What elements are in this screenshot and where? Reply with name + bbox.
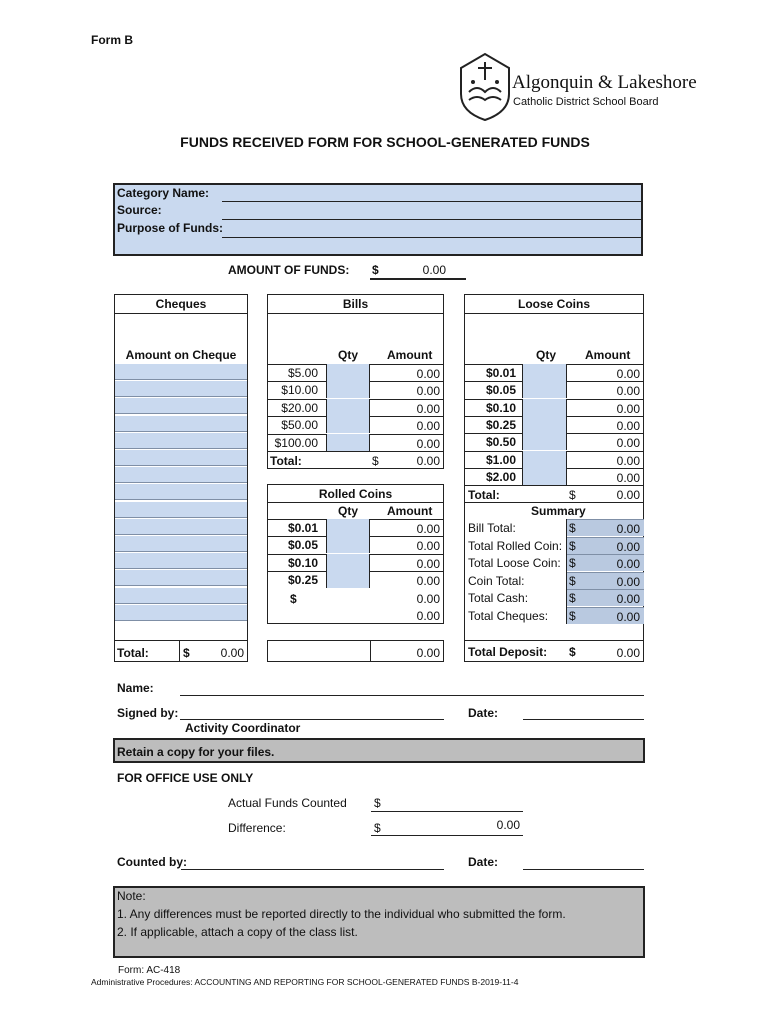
- name-field[interactable]: [180, 695, 644, 696]
- summary-row-currency: $: [569, 556, 576, 570]
- cheque-amount-field[interactable]: [115, 398, 247, 414]
- cheque-amount-field[interactable]: [115, 519, 247, 535]
- loose-qty-input[interactable]: [522, 468, 567, 485]
- rolled-header-line: [267, 502, 444, 503]
- office-date-label: Date:: [468, 855, 499, 869]
- loose-amount: 0.00: [616, 384, 640, 399]
- cheque-amount-field[interactable]: [115, 502, 247, 518]
- summary-row-value: 0.00: [616, 609, 640, 624]
- cheques-header-line: [114, 313, 248, 314]
- bills-header: Bills: [342, 297, 369, 311]
- source-label: Source:: [117, 203, 162, 217]
- loose-amount: 0.00: [616, 418, 640, 433]
- summary-row-value: 0.00: [616, 574, 640, 589]
- loose-amount-label: Amount: [585, 348, 631, 362]
- note-line-1: 1. Any differences must be reported directly to the individual who submitted the form.: [117, 907, 566, 921]
- loose-qty-input[interactable]: [522, 451, 567, 468]
- loose-amount: 0.00: [616, 367, 640, 381]
- note-line-2: 2. If applicable, attach a copy of the class list.: [117, 925, 358, 939]
- bills-total-line: [267, 451, 444, 452]
- rolled-denomination: $0.01: [287, 521, 318, 535]
- counted-by-label: Counted by:: [117, 855, 187, 869]
- rolled-amount: 0.00: [416, 522, 440, 536]
- rolled-qty-input[interactable]: [326, 536, 370, 553]
- bills-total-currency: $: [372, 454, 379, 468]
- rolled-qty-input[interactable]: [326, 519, 370, 536]
- loose-total-label: Total:: [468, 488, 500, 502]
- board-logo-crest-icon: [455, 50, 515, 122]
- summary-row-value: 0.00: [616, 592, 640, 606]
- loose-qty-input[interactable]: [522, 381, 567, 398]
- loose-denomination: $1.00: [485, 452, 516, 467]
- cheque-amount-field[interactable]: [115, 536, 247, 552]
- board-name: Algonquin & Lakeshore: [512, 72, 697, 93]
- rolled-dollar-sign: $: [290, 592, 297, 606]
- cheques-total-divider: [179, 640, 180, 662]
- signoff-date-field[interactable]: [523, 719, 644, 720]
- summary-divider: [566, 519, 567, 624]
- activity-coordinator-label: Activity Coordinator: [185, 721, 301, 735]
- summary-row-label: Coin Total:: [468, 573, 525, 588]
- bill-amount: 0.00: [416, 384, 440, 399]
- page-title: FUNDS RECEIVED FORM FOR SCHOOL-GENERATED FUNDS: [180, 134, 590, 150]
- total-deposit-label: Total Deposit:: [468, 645, 548, 659]
- cheques-total-label: Total:: [117, 646, 149, 660]
- amount-underline: [370, 278, 466, 280]
- bills-amount-label: Amount: [387, 348, 433, 362]
- loose-amount: 0.00: [616, 436, 640, 451]
- summary-top-line: [464, 502, 644, 503]
- amount-of-funds-label: AMOUNT OF FUNDS:: [228, 263, 350, 277]
- rolled-amount: 0.00: [416, 539, 440, 554]
- bill-qty-input[interactable]: [326, 434, 370, 451]
- loose-denomination: $0.01: [485, 366, 516, 380]
- rolled-total-value: 0.00: [416, 646, 440, 660]
- bill-denomination: $20.00: [281, 400, 318, 415]
- summary-row-value: 0.00: [616, 522, 640, 536]
- cheque-amount-field[interactable]: [115, 588, 247, 604]
- total-deposit-value: 0.00: [616, 646, 640, 660]
- summary-row-label: Total Rolled Coin:: [468, 538, 563, 553]
- rolled-denomination: $0.25: [287, 573, 318, 588]
- loose-header-line: [464, 313, 644, 314]
- cheques-total-value: 0.00: [220, 646, 244, 660]
- purpose-label: Purpose of Funds:: [117, 221, 223, 235]
- bill-amount: 0.00: [416, 419, 440, 434]
- actual-funds-field[interactable]: [371, 811, 523, 812]
- note-box: [113, 886, 645, 958]
- rolled-denomination: $0.10: [287, 555, 318, 570]
- category-name-label: Category Name:: [117, 186, 210, 200]
- loose-denomination: $0.50: [485, 435, 516, 450]
- footer-form-code: Form: AC-418: [118, 965, 181, 976]
- difference-currency: $: [374, 821, 381, 835]
- summary-row-currency: $: [569, 538, 576, 553]
- signoff-date-label: Date:: [468, 706, 499, 720]
- purpose-field-2[interactable]: [222, 238, 641, 254]
- loose-qty-input[interactable]: [522, 399, 567, 416]
- cheque-amount-field[interactable]: [115, 450, 247, 466]
- office-use-header: FOR OFFICE USE ONLY: [117, 771, 254, 785]
- purpose-field-1[interactable]: [222, 220, 641, 238]
- form-label: Form B: [91, 33, 133, 47]
- bill-amount: 0.00: [416, 367, 440, 381]
- retain-note: Retain a copy for your files.: [117, 745, 275, 759]
- summary-row-currency: $: [569, 608, 576, 623]
- loose-amount: 0.00: [616, 453, 640, 468]
- note-title: Note:: [117, 889, 146, 903]
- summary-row-value: 0.00: [616, 557, 640, 571]
- cheques-column-label: Amount on Cheque: [125, 348, 237, 362]
- footer-admin-line: Administrative Procedures: ACCOUNTING AND REPORTING FOR SCHOOL-GENERATED FUNDS B-2019-11-4: [91, 977, 519, 987]
- cheque-amount-field[interactable]: [115, 484, 247, 500]
- cheque-amount-field[interactable]: [115, 467, 247, 483]
- summary-bottom-line: [464, 640, 644, 641]
- cheques-total-currency: $: [183, 646, 190, 660]
- loose-coins-header: Loose Coins: [517, 297, 590, 311]
- counted-by-field[interactable]: [181, 869, 444, 870]
- rolled-amount: 0.00: [416, 556, 440, 571]
- name-label: Name:: [117, 681, 154, 695]
- rolled-qty-label: Qty: [338, 504, 359, 518]
- difference-label: Difference:: [228, 821, 286, 835]
- bills-header-line: [267, 313, 444, 314]
- summary-row-label: Total Cheques:: [468, 608, 549, 623]
- office-date-field[interactable]: [523, 869, 644, 870]
- cheque-amount-field[interactable]: [115, 433, 247, 449]
- total-deposit-currency: $: [569, 645, 576, 659]
- signature-field[interactable]: [180, 719, 444, 720]
- rolled-qty-input[interactable]: [326, 571, 370, 588]
- summary-row-label: Total Cash:: [468, 591, 529, 605]
- category-name-field[interactable]: [222, 184, 641, 202]
- bill-qty-input[interactable]: [326, 416, 370, 433]
- summary-row-label: Bill Total:: [468, 521, 516, 535]
- summary-row-currency: $: [569, 521, 576, 535]
- cheque-amount-field[interactable]: [115, 605, 247, 621]
- bill-denomination: $50.00: [281, 418, 318, 433]
- bill-denomination: $5.00: [287, 366, 318, 380]
- amount-of-funds-currency: $: [372, 263, 379, 277]
- loose-qty-input[interactable]: [522, 416, 567, 433]
- bill-qty-input[interactable]: [326, 399, 370, 416]
- loose-amount: 0.00: [616, 401, 640, 416]
- bills-total-label: Total:: [270, 454, 302, 468]
- loose-qty-label: Qty: [536, 348, 557, 362]
- rolled-coins-header: Rolled Coins: [318, 487, 393, 501]
- rolled-sub-amount-1: 0.00: [416, 592, 440, 606]
- loose-denomination: $0.05: [485, 383, 516, 398]
- rolled-amount: 0.00: [416, 574, 440, 589]
- rolled-qty-input[interactable]: [326, 554, 370, 571]
- loose-qty-input[interactable]: [522, 364, 567, 381]
- loose-total-value: 0.00: [616, 488, 640, 502]
- loose-qty-input[interactable]: [522, 433, 567, 450]
- cheque-amount-field[interactable]: [115, 381, 247, 397]
- cheque-amount-field[interactable]: [115, 416, 247, 432]
- bill-denomination: $10.00: [281, 383, 318, 398]
- summary-row-currency: $: [569, 573, 576, 588]
- signed-by-label: Signed by:: [117, 706, 179, 720]
- bill-qty-input[interactable]: [326, 364, 370, 381]
- rolled-sub-amount-2: 0.00: [416, 609, 440, 623]
- bills-qty-label: Qty: [338, 348, 359, 362]
- actual-funds-label: Actual Funds Counted: [228, 796, 347, 810]
- cheques-header: Cheques: [155, 297, 207, 311]
- difference-field: [371, 835, 523, 836]
- board-subtitle: Catholic District School Board: [513, 96, 659, 108]
- summary-row-currency: $: [569, 591, 576, 605]
- cheque-amount-field[interactable]: [115, 570, 247, 586]
- loose-denomination: $2.00: [485, 469, 516, 484]
- cheques-total-line: [114, 640, 248, 641]
- summary-header: Summary: [531, 504, 586, 518]
- cheque-amount-field[interactable]: [115, 553, 247, 569]
- bill-denomination: $100.00: [274, 435, 318, 450]
- loose-denomination: $0.10: [485, 400, 516, 415]
- rolled-total-divider: [370, 640, 371, 662]
- cheque-amount-field[interactable]: [115, 364, 247, 380]
- summary-row-label: Total Loose Coin:: [468, 556, 561, 570]
- loose-total-currency: $: [569, 488, 576, 502]
- rolled-amount-label: Amount: [387, 504, 433, 518]
- loose-amount: 0.00: [616, 470, 640, 485]
- source-field[interactable]: [222, 202, 641, 220]
- loose-total-line: [464, 485, 644, 486]
- amount-of-funds-value: 0.00: [422, 263, 446, 277]
- actual-funds-currency: $: [374, 796, 381, 810]
- loose-denomination: $0.25: [485, 417, 516, 432]
- bill-amount: 0.00: [416, 401, 440, 416]
- rolled-denomination: $0.05: [287, 538, 318, 553]
- bill-amount: 0.00: [416, 436, 440, 451]
- summary-row-value: 0.00: [616, 539, 640, 554]
- bills-total-value: 0.00: [416, 454, 440, 468]
- bill-qty-input[interactable]: [326, 381, 370, 398]
- difference-value: 0.00: [496, 818, 520, 832]
